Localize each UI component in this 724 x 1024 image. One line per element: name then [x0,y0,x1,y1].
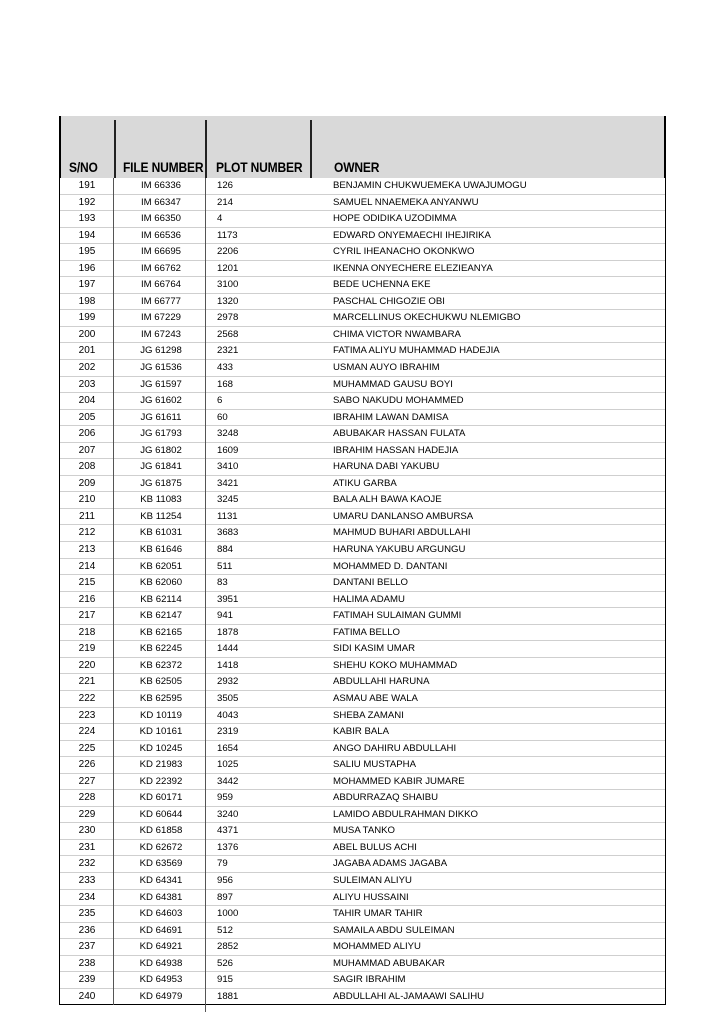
owner-cell: MOHAMMED ALIYU [333,941,421,953]
file-number-cell: KD 60171 [139,792,183,804]
plot-number-cell: 3248 [217,428,239,440]
table-row [60,244,665,261]
owner-cell: MARCELLINUS OKECHUKWU NLEMIGBO [333,312,521,324]
owner-cell: SHEBA ZAMANI [333,709,404,721]
column-divider [113,178,114,1005]
sno-cell: 235 [78,908,96,920]
sno-cell: 238 [78,957,96,969]
sno-cell: 237 [78,941,96,953]
owner-cell: SHEHU KOKO MUHAMMAD [333,659,458,671]
file-number-cell: IM 67229 [140,312,181,324]
owner-cell: FATIMAH SULAIMAN GUMMI [333,610,462,622]
table-row [60,178,665,195]
table-row [60,625,665,642]
file-number-cell: IM 66695 [140,246,181,258]
file-number-cell: IM 66350 [140,213,181,225]
owner-cell: IBRAHIM LAWAN DAMISA [333,411,449,423]
header-divider [310,120,312,178]
table-row [60,542,665,559]
sno-cell: 204 [78,395,96,407]
table-row [60,972,665,989]
plot-number-cell: 4043 [217,709,239,721]
table-row [60,774,665,791]
table-row [60,989,665,1006]
sno-cell: 233 [78,874,96,886]
plot-number-cell: 1320 [217,295,239,307]
owner-cell: BEDE UCHENNA EKE [333,279,431,291]
plot-number-cell: 83 [217,577,228,589]
plot-number-cell: 1609 [217,444,239,456]
plot-number-cell: 168 [217,378,234,390]
sno-cell: 202 [78,362,96,374]
plot-number-cell: 3421 [217,477,239,489]
table-row [60,277,665,294]
plot-number-cell: 3683 [217,527,239,539]
file-number-cell: KD 64691 [139,924,183,936]
owner-cell: FATIMA BELLO [333,626,401,638]
file-number-cell: JG 61802 [140,444,182,456]
plot-number-cell: 512 [217,924,234,936]
table-row [60,724,665,741]
table-row [60,410,665,427]
plot-number-cell: 433 [217,362,234,374]
plot-number-cell: 79 [217,858,228,870]
plot-number-cell: 214 [217,196,234,208]
owner-cell: PASCHAL CHIGOZIE OBI [333,295,445,307]
plot-number-cell: 126 [217,180,234,191]
file-number-cell: KB 11254 [140,510,182,522]
file-number-cell: JG 61875 [140,477,182,489]
owner-cell: EDWARD ONYEMAECHI IHEJIRIKA [333,229,491,241]
header-divider [205,120,207,178]
owner-cell: ABEL BULUS ACHI [333,841,417,853]
table-row [60,890,665,907]
owner-cell: SAMAILA ABDU SULEIMAN [333,924,455,936]
file-number-cell: KB 62114 [140,593,182,605]
sno-cell: 211 [79,510,95,522]
table-row [60,195,665,212]
owner-cell: ABUBAKAR HASSAN FULATA [333,428,466,440]
owner-cell: FATIMA ALIYU MUHAMMAD HADEJIA [333,345,500,357]
owner-cell: SALIU MUSTAPHA [333,759,416,771]
sno-cell: 225 [78,742,96,754]
sno-cell: 201 [78,345,96,357]
plot-number-cell: 1173 [217,229,238,241]
sno-cell: 215 [78,577,96,589]
table-row [60,658,665,675]
file-number-cell: JG 61536 [140,362,182,374]
plot-number-cell: 915 [217,974,234,986]
table-row [60,393,665,410]
file-number-cell: IM 67243 [140,328,181,340]
table-row [60,492,665,509]
sno-cell: 220 [78,659,96,671]
owner-cell: UMARU DANLANSO AMBURSA [333,510,474,522]
sno-cell: 199 [78,312,96,324]
file-number-cell: KD 10245 [139,742,183,754]
plot-number-cell: 1654 [217,742,239,754]
sno-cell: 224 [78,726,96,738]
owner-cell: SAMUEL NNAEMEKA ANYANWU [333,196,479,208]
sno-cell: 228 [78,792,96,804]
file-number-cell: KD 21983 [139,759,183,771]
table-body [59,178,666,1005]
file-number-cell: IM 66777 [140,295,181,307]
sno-cell: 221 [78,676,96,688]
owner-cell: ABDULLAHI AL-JAMAAWI SALIHU [333,990,485,1002]
plot-number-cell: 526 [217,957,234,969]
owner-cell: USMAN AUYO IBRAHIM [333,362,440,374]
sno-cell: 227 [78,775,96,787]
owner-cell: CYRIL IHEANACHO OKONKWO [333,246,475,258]
sno-cell: 232 [78,858,96,870]
owner-cell: HARUNA YAKUBU ARGUNGU [333,544,466,556]
table-row [60,708,665,725]
owner-cell: MUHAMMAD ABUBAKAR [333,957,445,969]
file-number-cell: KD 62672 [139,841,183,853]
table-row [60,956,665,973]
header-sno: S/NO [69,159,98,175]
plot-number-cell: 956 [217,874,234,886]
file-number-cell: KD 64921 [139,941,183,953]
owner-cell: ABDURRAZAQ SHAIBU [333,792,439,804]
file-number-cell: KD 61858 [139,825,183,837]
table-row [60,674,665,691]
sno-cell: 208 [78,461,96,473]
sno-cell: 239 [78,974,96,986]
owner-cell: HOPE ODIDIKA UZODIMMA [333,213,457,225]
table-row [60,261,665,278]
owner-cell: SIDI KASIM UMAR [333,643,416,655]
header-file-number: FILE NUMBER [123,159,204,175]
file-number-cell: IM 66347 [140,196,181,208]
table-row [60,443,665,460]
file-number-cell: IM 66762 [140,262,181,274]
table-row [60,691,665,708]
owner-cell: BALA ALH BAWA KAOJE [333,494,442,506]
owner-cell: ALIYU HUSSAINI [333,891,409,903]
owner-cell: MAHMUD BUHARI ABDULLAHI [333,527,471,539]
sno-cell: 234 [78,891,96,903]
table-row [60,559,665,576]
owner-cell: IKENNA ONYECHERE ELEZIEANYA [333,262,493,274]
table-row [60,807,665,824]
sno-cell: 231 [78,841,96,853]
sno-cell: 240 [78,990,96,1002]
table-row [60,294,665,311]
table-row [60,608,665,625]
file-number-cell: KD 64938 [139,957,183,969]
file-number-cell: KD 64381 [139,891,183,903]
plot-number-cell: 1418 [217,659,239,671]
owner-cell: ANGO DAHIRU ABDULLAHI [333,742,457,754]
file-number-cell: KD 63569 [139,858,183,870]
owner-cell: TAHIR UMAR TAHIR [333,908,423,920]
plot-allocation-table [59,116,666,1005]
sno-cell: 210 [78,494,96,506]
file-number-cell: JG 61793 [140,428,182,440]
file-number-cell: IM 66336 [140,180,181,191]
file-number-cell: KD 10161 [139,726,183,738]
file-number-cell: KB 61646 [139,544,183,556]
sno-cell: 207 [78,444,96,456]
plot-number-cell: 3240 [217,808,239,820]
plot-number-cell: 4371 [217,825,239,837]
plot-number-cell: 884 [217,544,234,556]
file-number-cell: KB 62505 [139,676,183,688]
table-row [60,873,665,890]
file-number-cell: KB 62245 [139,643,183,655]
plot-number-cell: 3442 [217,775,239,787]
file-number-cell: KB 61031 [139,527,183,539]
file-number-cell: KB 62595 [139,692,183,704]
sno-cell: 195 [78,246,96,258]
table-row [60,906,665,923]
table-row [60,790,665,807]
sno-cell: 205 [78,411,96,423]
file-number-cell: JG 61298 [140,345,182,357]
owner-cell: MOHAMMED D. DANTANI [333,560,448,572]
sno-cell: 218 [78,626,96,638]
sno-cell: 226 [78,759,96,771]
plot-number-cell: 2978 [217,312,239,324]
owner-cell: ASMAU ABE WALA [333,692,418,704]
owner-cell: SULEIMAN ALIYU [333,874,412,886]
plot-number-cell: 4 [217,213,223,225]
table-row [60,459,665,476]
owner-cell: ATIKU GARBA [333,477,397,489]
sno-cell: 197 [78,279,96,291]
plot-number-cell: 1000 [217,908,239,920]
file-number-cell: KB 11083 [140,494,182,506]
plot-number-cell: 941 [217,610,234,622]
owner-cell: MOHAMMED KABIR JUMARE [333,775,465,787]
table-row [60,923,665,940]
sno-cell: 203 [78,378,96,390]
table-row [60,856,665,873]
plot-number-cell: 2321 [217,345,239,357]
table-row [60,310,665,327]
plot-number-cell: 2568 [217,328,239,340]
file-number-cell: IM 66536 [140,229,181,241]
owner-cell: SABO NAKUDU MOHAMMED [333,395,464,407]
file-number-cell: KD 64603 [139,908,183,920]
file-number-cell: JG 61611 [140,411,182,423]
file-number-cell: KB 62372 [139,659,183,671]
plot-number-cell: 1025 [217,759,239,771]
owner-cell: LAMIDO ABDULRAHMAN DIKKO [333,808,479,820]
sno-cell: 196 [78,262,96,274]
sno-cell: 223 [78,709,96,721]
file-number-cell: JG 61841 [140,461,182,473]
plot-number-cell: 2206 [217,246,239,258]
sno-cell: 230 [78,825,96,837]
file-number-cell: JG 61597 [140,378,182,390]
table-row [60,228,665,245]
plot-number-cell: 3410 [217,461,239,473]
sno-cell: 217 [78,610,96,622]
sno-cell: 212 [78,527,96,539]
file-number-cell: KB 62051 [139,560,183,572]
sno-cell: 206 [78,428,96,440]
sno-cell: 213 [78,544,96,556]
table-row [60,741,665,758]
plot-number-cell: 1444 [217,643,239,655]
sno-cell: 236 [78,924,96,936]
sno-cell: 192 [78,196,96,208]
table-row [60,476,665,493]
plot-number-cell: 3100 [217,279,239,291]
header-divider [114,120,116,178]
plot-number-cell: 1201 [217,262,239,274]
file-number-cell: KD 10119 [140,709,182,721]
table-row [60,509,665,526]
plot-number-cell: 2852 [217,941,239,953]
table-row [60,343,665,360]
owner-cell: IBRAHIM HASSAN HADEJIA [333,444,459,456]
table-row [60,575,665,592]
sno-cell: 198 [78,295,96,307]
sno-cell: 222 [78,692,96,704]
plot-number-cell: 60 [217,411,228,423]
owner-cell: BENJAMIN CHUKWUEMEKA UWAJUMOGU [333,180,527,191]
owner-cell: HALIMA ADAMU [333,593,405,605]
plot-number-cell: 3951 [217,593,239,605]
column-divider [205,178,206,1012]
plot-number-cell: 3245 [217,494,239,506]
table-row [60,823,665,840]
plot-number-cell: 3505 [217,692,239,704]
file-number-cell: KB 62147 [139,610,183,622]
plot-number-cell: 2932 [217,676,239,688]
table-row [60,939,665,956]
file-number-cell: KB 62060 [139,577,183,589]
owner-cell: DANTANI BELLO [333,577,408,589]
owner-cell: ABDULLAHI HARUNA [333,676,430,688]
plot-number-cell: 1881 [217,990,239,1002]
owner-cell: MUHAMMAD GAUSU BOYI [333,378,453,390]
table-row [60,641,665,658]
owner-cell: HARUNA DABI YAKUBU [333,461,440,473]
table-row [60,377,665,394]
sno-cell: 191 [78,180,96,191]
header-owner: OWNER [334,159,380,175]
sno-cell: 194 [78,229,96,241]
table-row [60,592,665,609]
owner-cell: CHIMA VICTOR NWAMBARA [333,328,461,340]
plot-number-cell: 959 [217,792,234,804]
table-row [60,757,665,774]
file-number-cell: JG 61602 [140,395,182,407]
owner-cell: MUSA TANKO [333,825,396,837]
sno-cell: 216 [78,593,96,605]
plot-number-cell: 6 [217,395,223,407]
sno-cell: 229 [78,808,96,820]
file-number-cell: IM 66764 [140,279,181,291]
sno-cell: 200 [78,328,96,340]
sno-cell: 219 [78,643,96,655]
file-number-cell: KD 22392 [139,775,183,787]
sno-cell: 209 [78,477,96,489]
sno-cell: 214 [78,560,96,572]
table-row [60,525,665,542]
file-number-cell: KB 62165 [139,626,183,638]
file-number-cell: KD 60644 [139,808,183,820]
file-number-cell: KD 64979 [139,990,183,1002]
plot-number-cell: 2319 [217,726,239,738]
sno-cell: 193 [78,213,96,225]
table-header [59,116,666,178]
table-row [60,211,665,228]
plot-number-cell: 1878 [217,626,239,638]
table-row [60,840,665,857]
table-row [60,327,665,344]
table-row [60,360,665,377]
plot-number-cell: 1131 [217,510,238,522]
owner-cell: JAGABA ADAMS JAGABA [333,858,448,870]
table-row [60,426,665,443]
file-number-cell: KD 64341 [139,874,183,886]
owner-cell: KABIR BALA [333,726,389,738]
file-number-cell: KD 64953 [139,974,183,986]
header-plot-number: PLOT NUMBER [216,159,303,175]
plot-number-cell: 511 [217,560,233,572]
plot-number-cell: 897 [217,891,234,903]
owner-cell: SAGIR IBRAHIM [333,974,406,986]
plot-number-cell: 1376 [217,841,239,853]
